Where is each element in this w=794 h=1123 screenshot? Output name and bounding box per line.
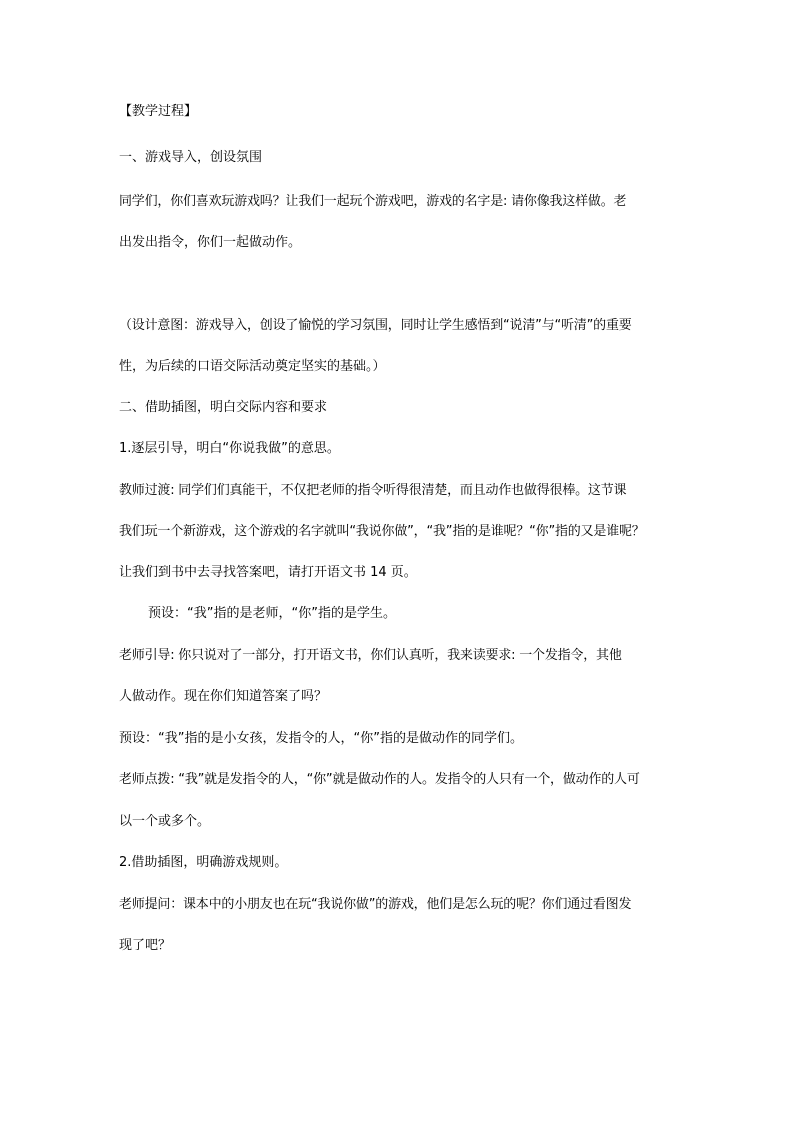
paragraph-line: 性，为后续的口语交际活动奠定坚实的基础。） — [119, 359, 386, 374]
paragraph-line: 出发出指令，你们一起做动作。 — [119, 235, 302, 250]
paragraph-line: 同学们，你们喜欢玩游戏吗？让我们一起玩个游戏吧，游戏的名字是: 请你像我这样做。老 — [119, 194, 627, 209]
paragraph-line-indented: 预设：“我”指的是老师，“你”指的是学生。 — [148, 606, 396, 621]
heading-game-intro: 一、游戏导入，创设氛围 — [119, 150, 263, 165]
paragraph-line: 以一个或多个。 — [119, 814, 211, 829]
section-heading-teaching-process: 【教学过程】 — [119, 104, 198, 119]
heading-illustration: 二、借助插图，明白交际内容和要求 — [119, 400, 328, 415]
subheading-step-2: 2.借助插图，明确游戏规则。 — [119, 855, 288, 870]
paragraph-line: 人做动作。现在你们知道答案了吗？ — [119, 689, 328, 704]
paragraph-line: 让我们到书中去寻找答案吧，请打开语文书 14 页。 — [119, 565, 417, 580]
subheading-step-1: 1.逐层引导，明白“你说我做”的意思。 — [119, 441, 340, 456]
paragraph-line: 老师点拨: “我”就是发指令的人，“你”就是做动作的人。发指令的人只有一个，做动作的人可 — [119, 772, 640, 787]
paragraph-line: 教师过渡: 同学们们真能干，不仅把老师的指令听得很清楚，而且动作也做得很棒。这节课 — [119, 483, 627, 498]
paragraph-line: 老师提问：课本中的小朋友也在玩“我说你做”的游戏，他们是怎么玩的呢？你们通过看图发 — [119, 897, 632, 912]
paragraph-line: 老师引导: 你只说对了一部分，打开语文书，你们认真听，我来读要求: 一个发指令，其他 — [119, 648, 622, 663]
paragraph-line: 我们玩一个新游戏，这个游戏的名字就叫“我说你做”，“我”指的是谁呢？“你”指的又是谁呢？ — [119, 524, 645, 539]
paragraph-line: 现了吧？ — [119, 938, 172, 953]
paragraph-line: 预设：“我”指的是小女孩，发指令的人，“你”指的是做动作的同学们。 — [119, 731, 523, 746]
paragraph-line: （设计意图：游戏导入，创设了愉悦的学习氛围，同时让学生感悟到“说清”与“听清”的重要 — [119, 318, 632, 333]
